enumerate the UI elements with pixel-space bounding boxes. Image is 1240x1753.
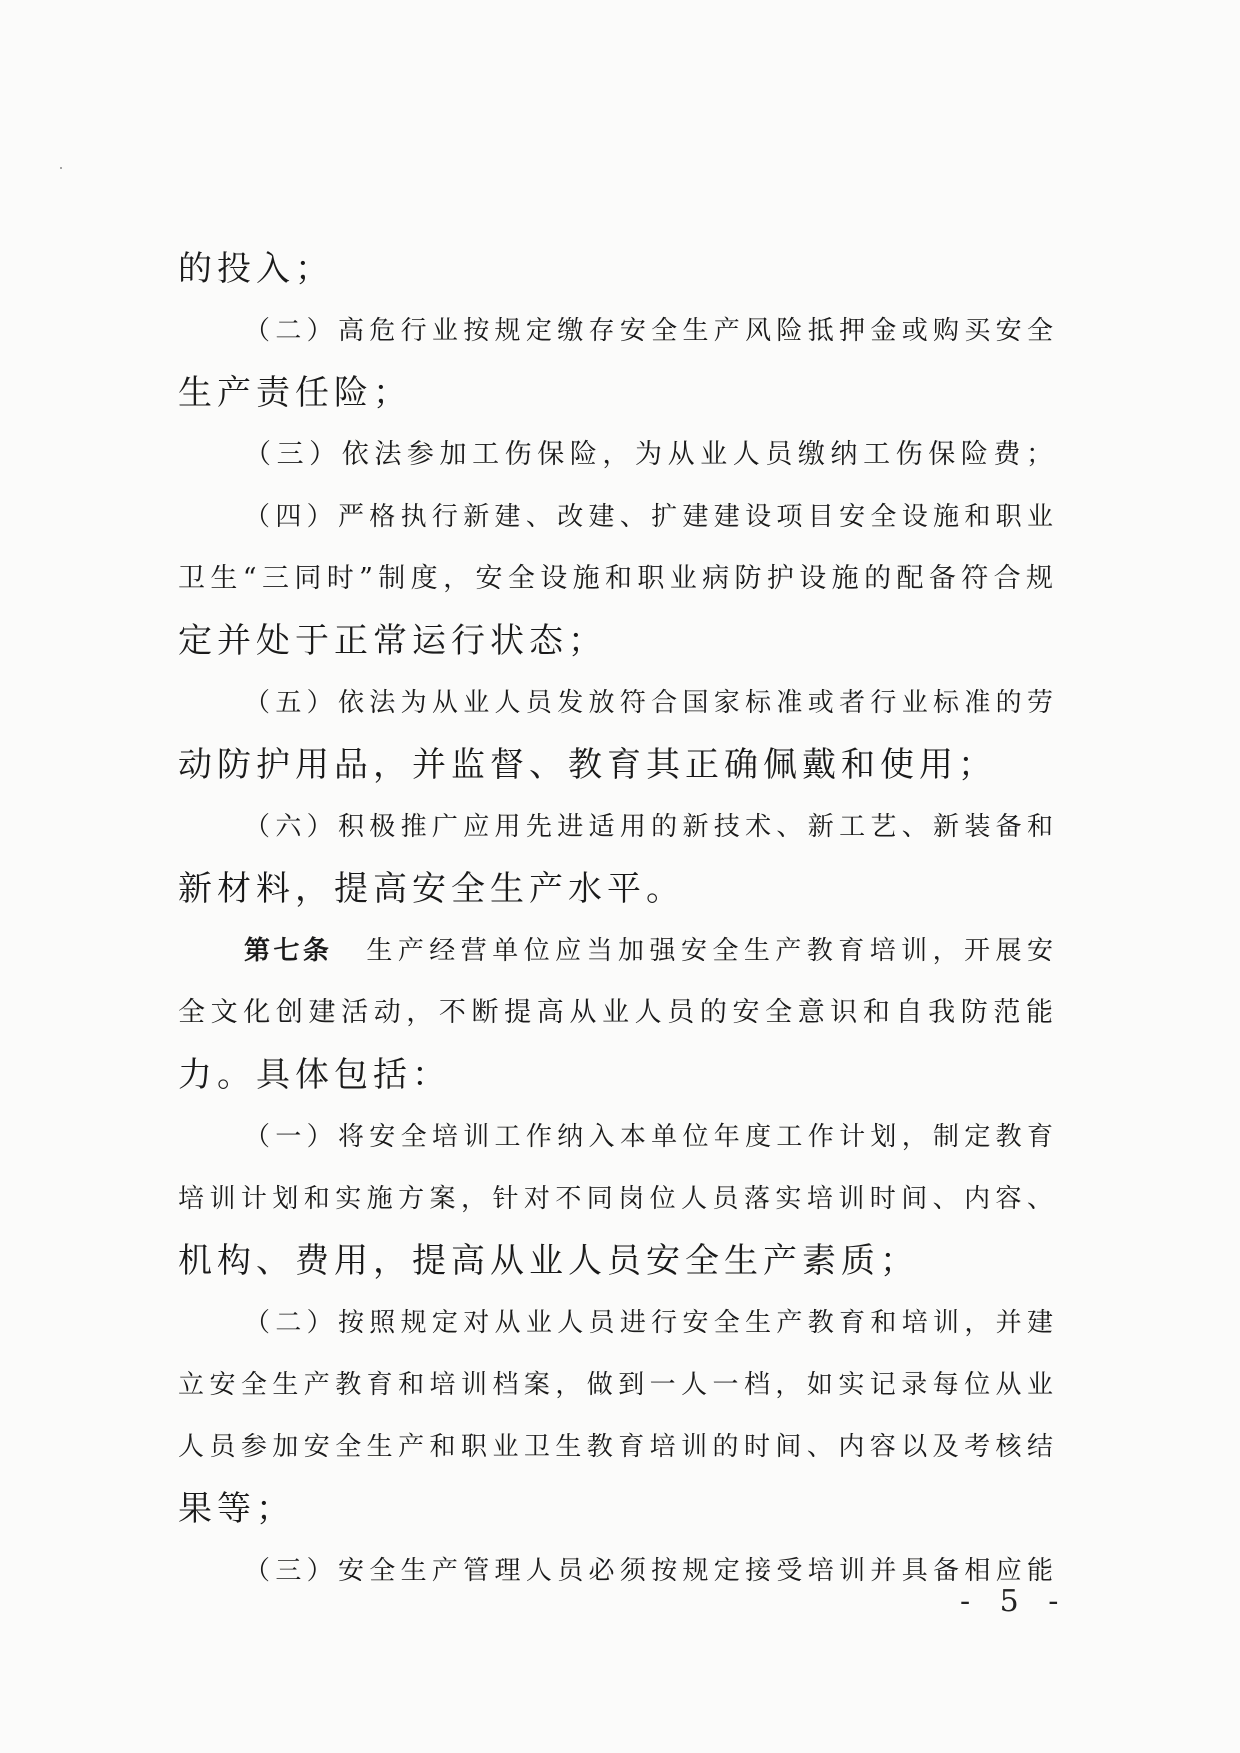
line-text: （三）安全生产管理人员必须按规定接受培训并具备相应能 (244, 1556, 1058, 1586)
line-text: 动防护用品，并监督、教育其正确佩戴和使用； (178, 745, 997, 785)
line-text: 生产责任险； (178, 373, 412, 413)
article-heading: 第七条 (244, 936, 333, 966)
line-text: （二）按照规定对从业人员进行安全生产教育和培训，并建 (244, 1308, 1058, 1338)
text-line (178, 1106, 1058, 1168)
page-number: - 5 - (960, 1584, 1069, 1619)
text-line (178, 362, 1058, 424)
line-text: 立安全生产教育和培训档案，做到一人一档，如实记录每位从业 (178, 1370, 1058, 1400)
line-text: 人员参加安全生产和职业卫生教育培训的时间、内容以及考核结 (178, 1432, 1058, 1462)
text-line (178, 1292, 1058, 1354)
line-text: 新材料，提高安全生产水平。 (178, 869, 685, 909)
line-text: 力。具体包括： (178, 1055, 451, 1095)
text-line (178, 982, 1058, 1044)
line-text: （二）高危行业按规定缴存安全生产风险抵押金或购买安全 (244, 316, 1058, 346)
line-text: （六）积极推广应用先进适用的新技术、新工艺、新装备和 (244, 812, 1058, 842)
line-text: 培训计划和实施方案，针对不同岗位人员落实培训时间、内容、 (178, 1184, 1058, 1214)
text-line (178, 1354, 1058, 1416)
line-text: （四）严格执行新建、改建、扩建建设项目安全设施和职业 (244, 502, 1058, 532)
line-text: 机构、费用，提高从业人员安全生产素质； (178, 1241, 919, 1281)
text-line (178, 486, 1058, 548)
text-line (178, 1416, 1058, 1478)
text-line (178, 1230, 1058, 1292)
text-line (178, 610, 1058, 672)
text-line (178, 1168, 1058, 1230)
text-line (178, 548, 1058, 610)
text-line (178, 796, 1058, 858)
text-line (178, 672, 1058, 734)
line-text: 的投入； (178, 249, 334, 289)
line-text: （一）将安全培训工作纳入本单位年度工作计划，制定教育 (244, 1122, 1058, 1152)
text-line (178, 238, 1058, 300)
line-text: 定并处于正常运行状态； (178, 621, 607, 661)
text-line (178, 858, 1058, 920)
text-line (178, 300, 1058, 362)
text-line (178, 1044, 1058, 1106)
line-text: 卫生“三同时”制度，安全设施和职业病防护设施的配备符合规 (178, 563, 1058, 594)
body-text (178, 238, 1058, 1602)
line-text: 果等； (178, 1489, 295, 1529)
line-text: （三）依法参加工伤保险，为从业人员缴纳工伤保险费； (244, 439, 1058, 470)
text-line (178, 424, 1058, 486)
text-line (178, 1540, 1058, 1602)
text-line (178, 920, 1058, 982)
line-text: （五）依法为从业人员发放符合国家标准或者行业标准的劳 (244, 688, 1058, 718)
line-text: 生产经营单位应当加强安全生产教育培训，开展安 (366, 936, 1058, 966)
scan-speck (60, 167, 62, 169)
text-line (178, 1478, 1058, 1540)
text-line (178, 734, 1058, 796)
line-text: 全文化创建活动，不断提高从业人员的安全意识和自我防范能 (178, 997, 1058, 1028)
